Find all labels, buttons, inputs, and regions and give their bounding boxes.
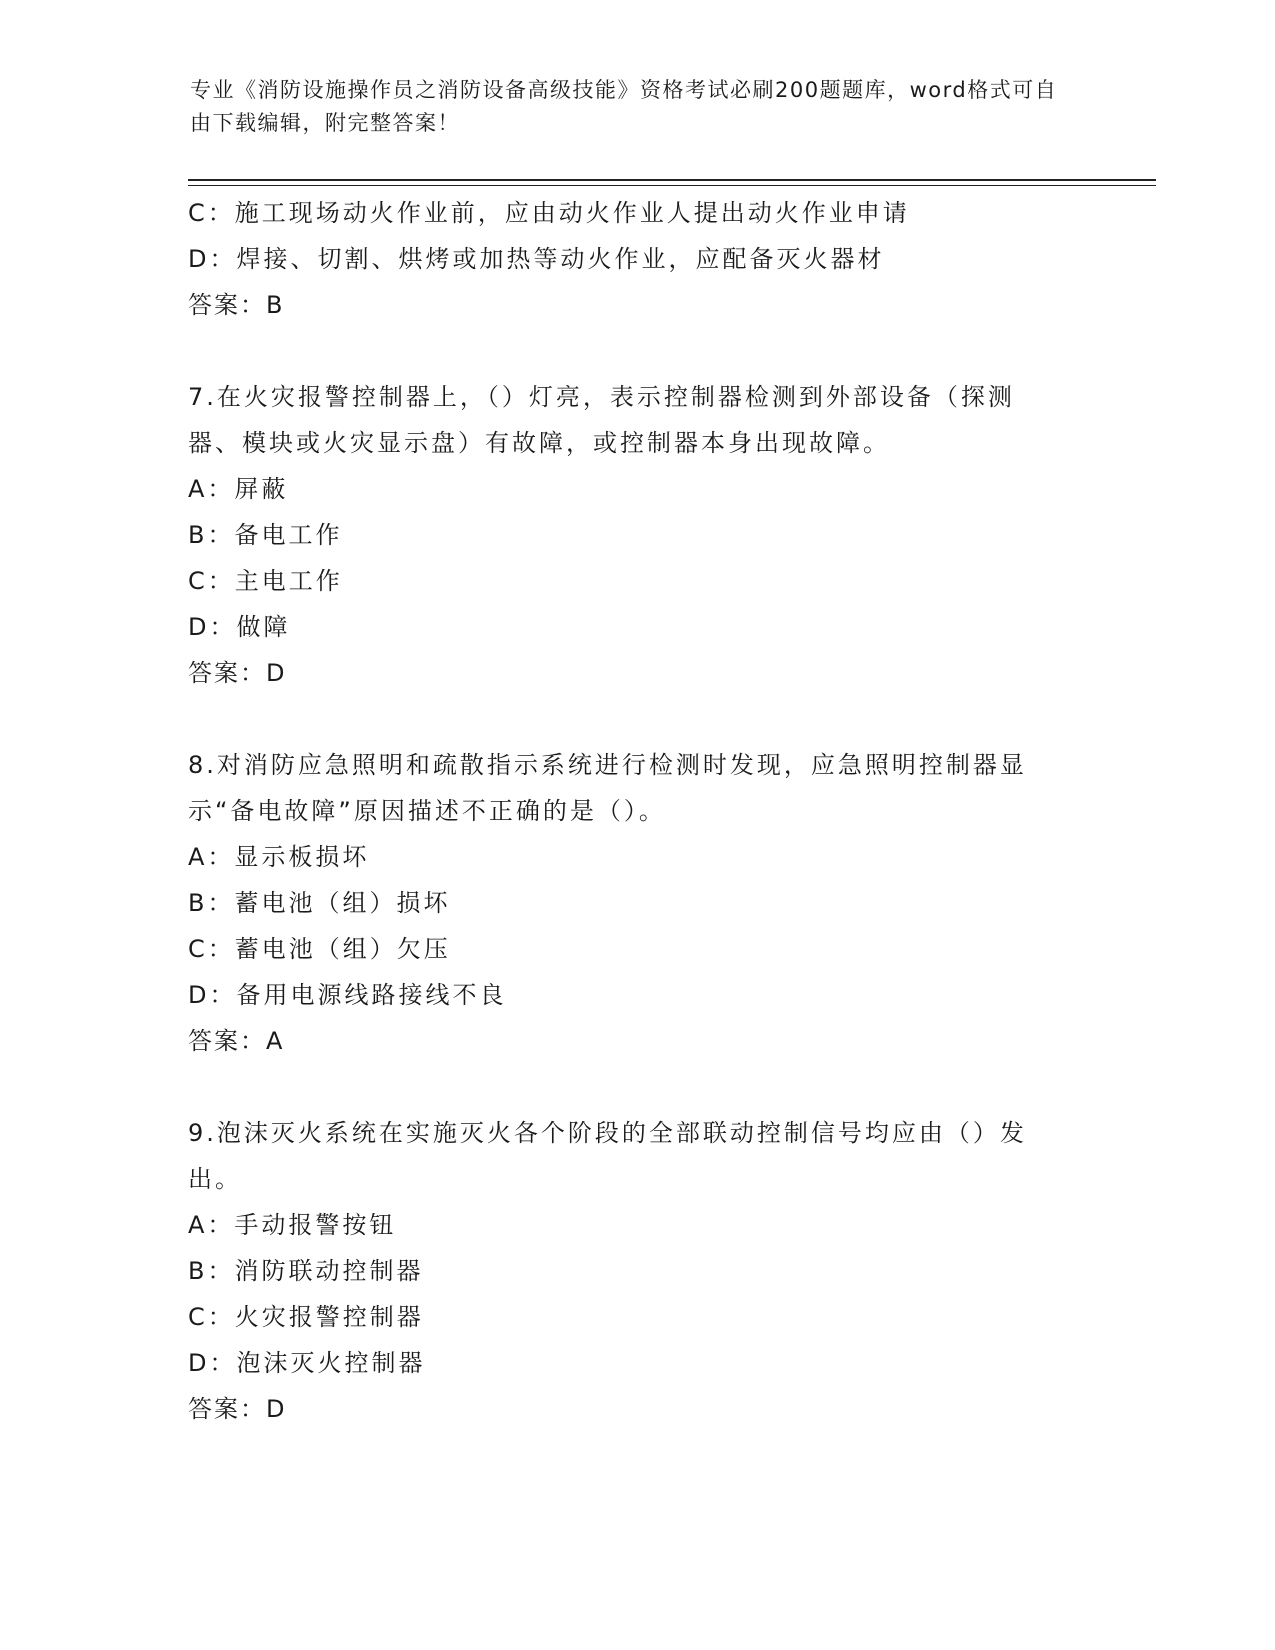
- option-d: D：泡沫灭火控制器: [188, 1349, 426, 1377]
- question-9: [188, 1110, 1068, 1432]
- answer-line: 答案：A: [188, 1027, 285, 1055]
- question-content: [188, 190, 1068, 1432]
- question-8: [188, 742, 1068, 1064]
- option-b: B：消防联动控制器: [188, 1257, 424, 1285]
- answer-line: 答案：D: [188, 659, 287, 687]
- question-stem: 8.对消防应急照明和疏散指示系统进行检测时发现，应急照明控制器显示“备电故障”原因描述不正确的是（）。: [188, 751, 1027, 825]
- option-d: D：做障: [188, 613, 291, 641]
- option-b: B：备电工作: [188, 521, 343, 549]
- question-stem: 7.在火灾报警控制器上，（）灯亮，表示控制器检测到外部设备（探测器、模块或火灾显示盘）有故障，或控制器本身出现故障。: [188, 383, 1015, 457]
- option-b: B：蓄电池（组）损坏: [188, 889, 451, 917]
- option-c: C：火灾报警控制器: [188, 1303, 424, 1331]
- option-c: C：主电工作: [188, 567, 343, 595]
- option-c: C：蓄电池（组）欠压: [188, 935, 451, 963]
- header-divider-thin: [188, 185, 1156, 186]
- option-d: D：备用电源线路接线不良: [188, 981, 507, 1009]
- option-d: D：焊接、切割、烘烤或加热等动火作业，应配备灭火器材: [188, 245, 885, 273]
- document-header: 专业《消防设施操作员之消防设备高级技能》资格考试必刷200题题库，word格式可自由下载编辑，附完整答案！: [190, 78, 1058, 135]
- option-a: A：显示板损坏: [188, 843, 370, 871]
- question-stem: 9.泡沫灭火系统在实施灭火各个阶段的全部联动控制信号均应由（）发出。: [188, 1119, 1027, 1193]
- option-a: A：手动报警按钮: [188, 1211, 397, 1239]
- question-7: [188, 374, 1068, 696]
- option-a: A：屏蔽: [188, 475, 289, 503]
- answer-line: 答案：B: [188, 291, 285, 319]
- answer-line: 答案：D: [188, 1395, 287, 1423]
- option-c: C：施工现场动火作业前，应由动火作业人提出动火作业申请: [188, 199, 910, 227]
- header-divider-thick: [188, 179, 1156, 181]
- previous-question-tail: [188, 190, 1068, 328]
